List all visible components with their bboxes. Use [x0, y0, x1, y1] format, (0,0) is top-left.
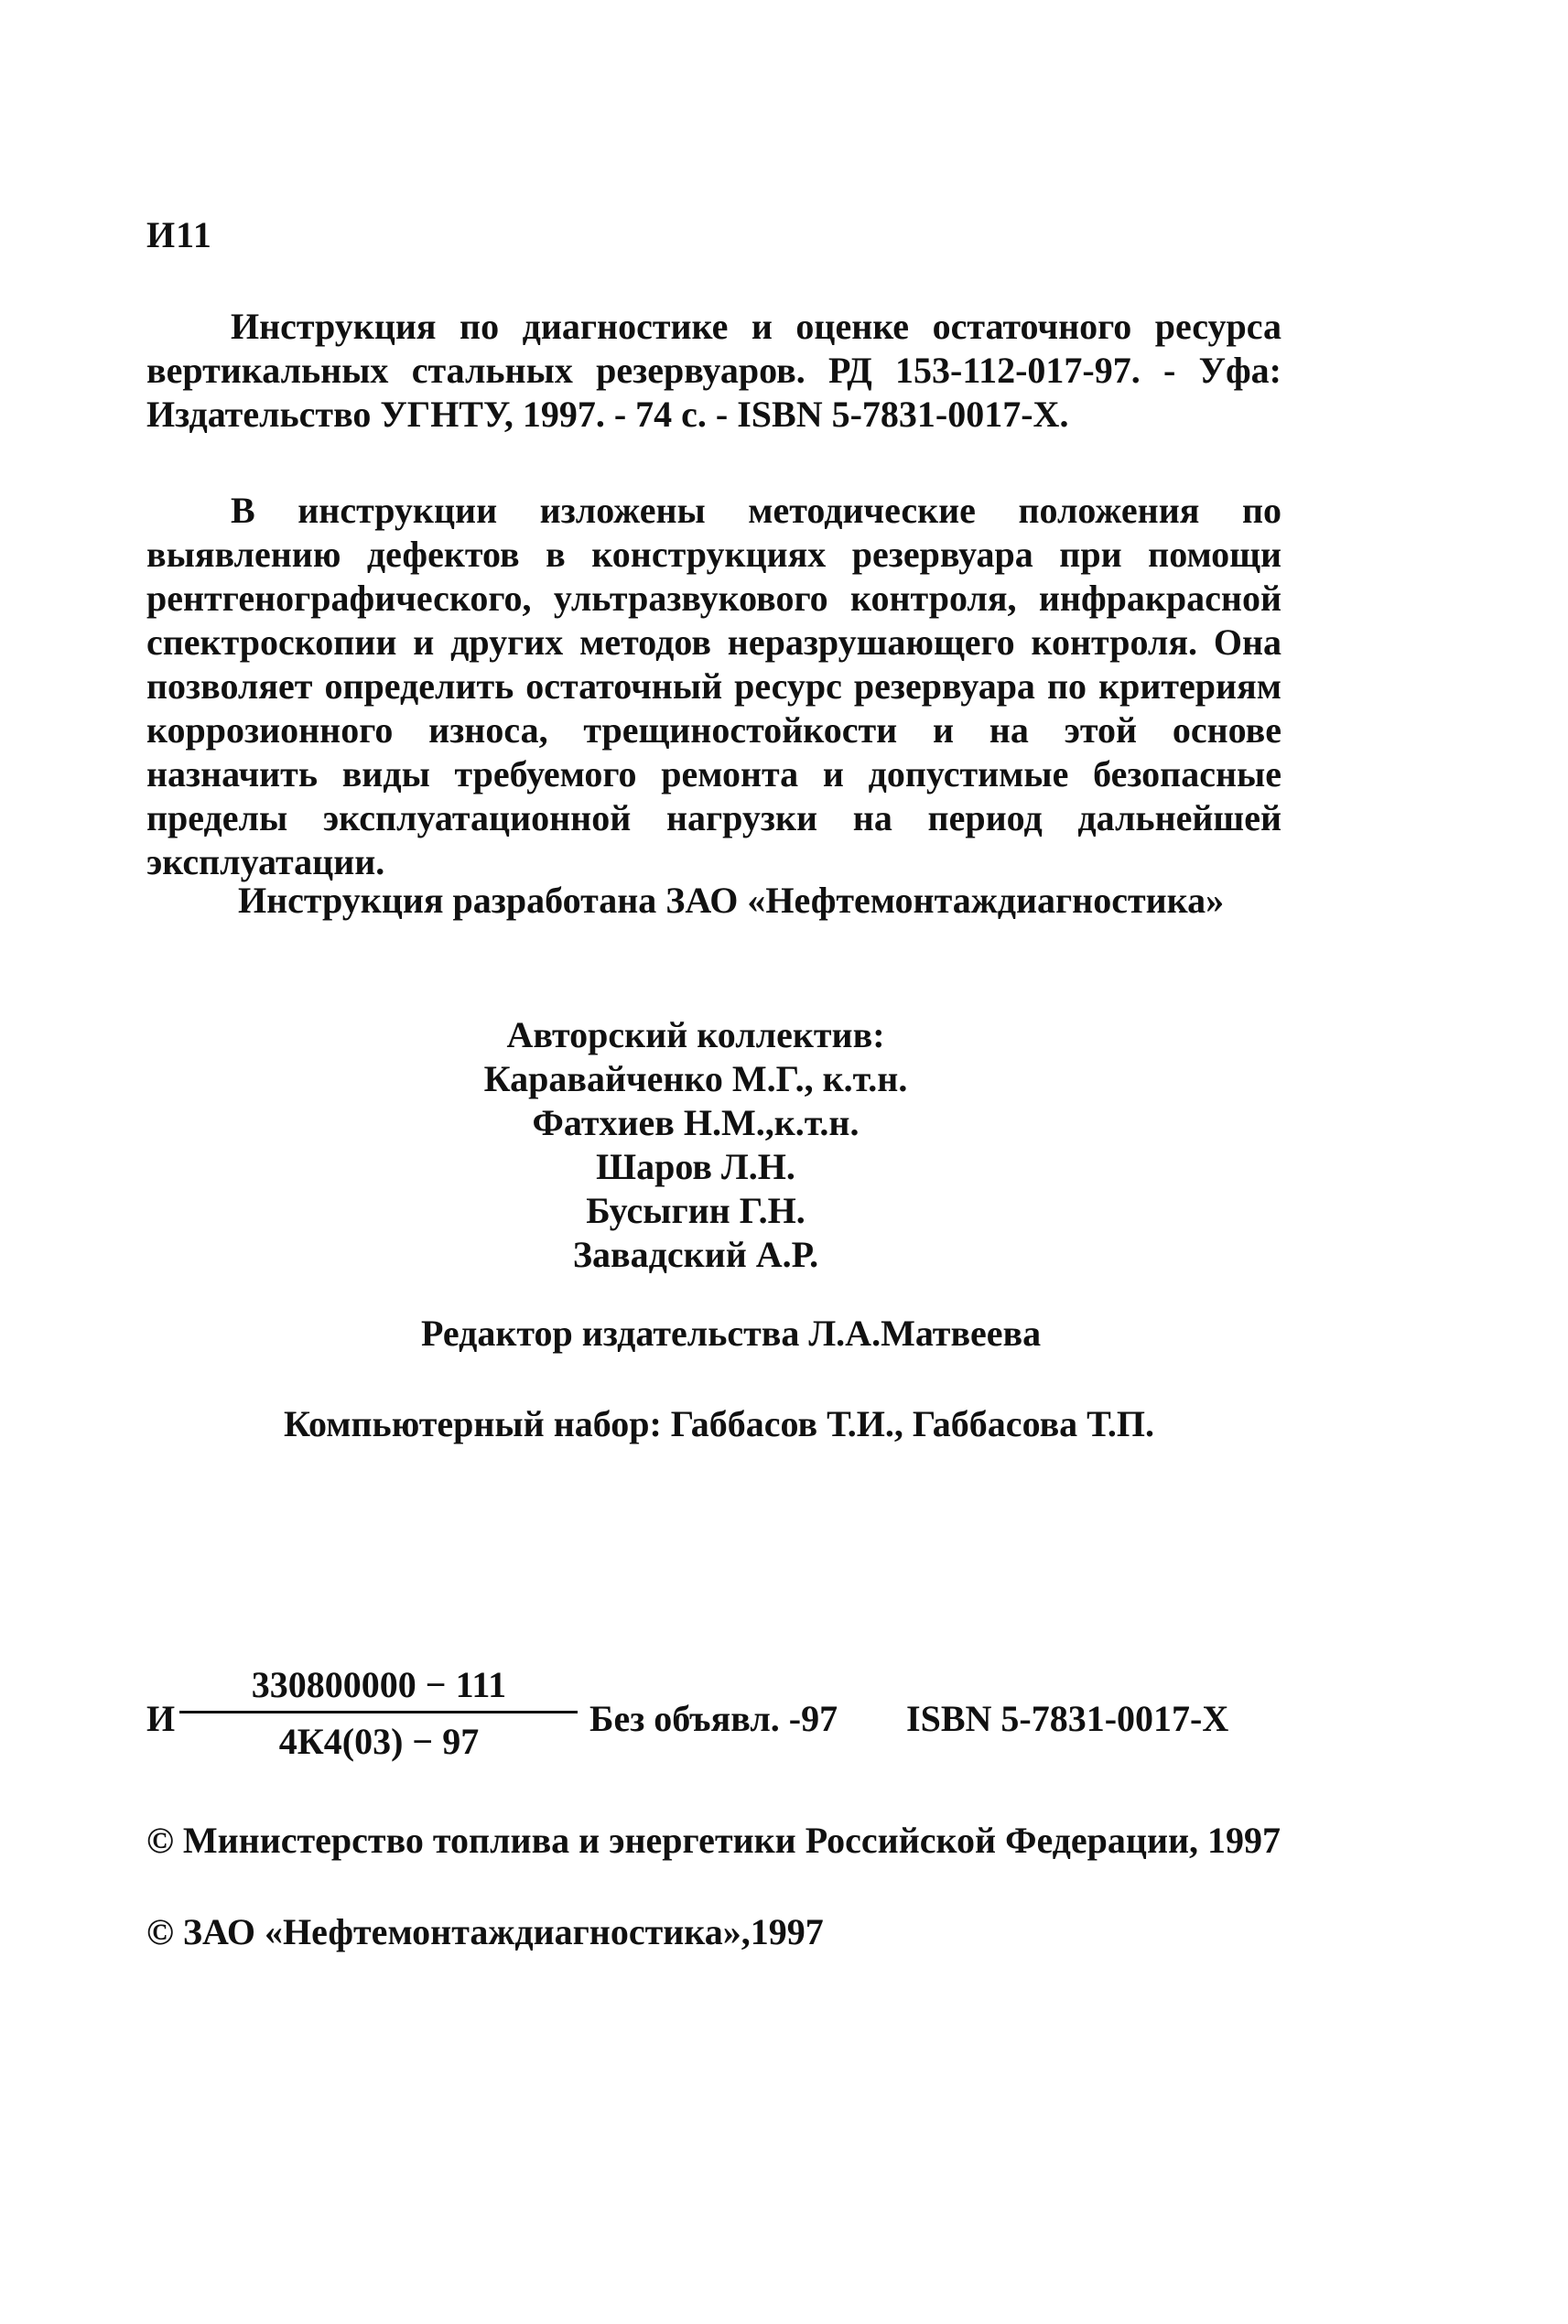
author-name: Бусыгин Г.Н. — [586, 1190, 806, 1231]
publication-code-row — [146, 1663, 1336, 1773]
publication-code-denominator: 4К4(03) − 97 — [278, 1721, 480, 1762]
editor-line: Редактор издательства Л.А.Матвеева — [421, 1313, 1042, 1354]
fraction-bar — [179, 1711, 578, 1713]
authors-block — [421, 1013, 970, 1277]
isbn-label: ISBN 5-7831-0017-Х — [906, 1698, 1229, 1739]
developer-line: Инструкция разработана ЗАО «Нефтемонтаждиагностика» — [238, 880, 1225, 921]
typesetting-line: Компьютерный набор: Габбасов Т.И., Габбасова Т.П. — [284, 1403, 1154, 1444]
bibliographic-entry: Инструкция по диагностике и оценке остаточного ресурса вертикальных стальных резервуаров. РД 153-112-017-97. - Уфа: Издательство УГНТУ, 1997. - 74 с. - ISBN 5-7831-0017-Х. — [146, 306, 1281, 435]
publication-code-numerator: 330800000 − 111 — [251, 1664, 507, 1705]
index-code: И11 — [146, 214, 212, 255]
abstract-paragraph: В инструкции изложены методические положения по выявлению дефектов в конструкциях резервуара при помощи рентгенографического, ультразвукового контроля, инфракрасной спектроскопии и других методов неразрушающего контроля. Она позволяет определить остаточный ресурс резервуара по критериям коррозионного износа, трещиностойкости и на этой основе назначить виды требуемого ремонта и допустимые безопасные пределы эксплуатационной нагрузки на период дальнейшей эксплуатации. — [146, 490, 1281, 882]
author-name: Шаров Л.Н. — [596, 1146, 795, 1187]
publication-code-letter: И — [146, 1698, 176, 1739]
authors-heading: Авторский коллектив: — [506, 1014, 885, 1055]
copyright-company: © ЗАО «Нефтемонтаждиагностика»,1997 — [146, 1911, 824, 1952]
copyright-ministry: © Министерство топлива и энергетики Российской Федерации, 1997 — [146, 1820, 1281, 1861]
author-name: Фатхиев Н.М.,к.т.н. — [532, 1102, 860, 1143]
publication-note: Без объявл. -97 — [589, 1698, 838, 1739]
author-name: Завадский А.Р. — [572, 1234, 819, 1275]
author-name: Каравайченко М.Г., к.т.н. — [483, 1058, 908, 1099]
